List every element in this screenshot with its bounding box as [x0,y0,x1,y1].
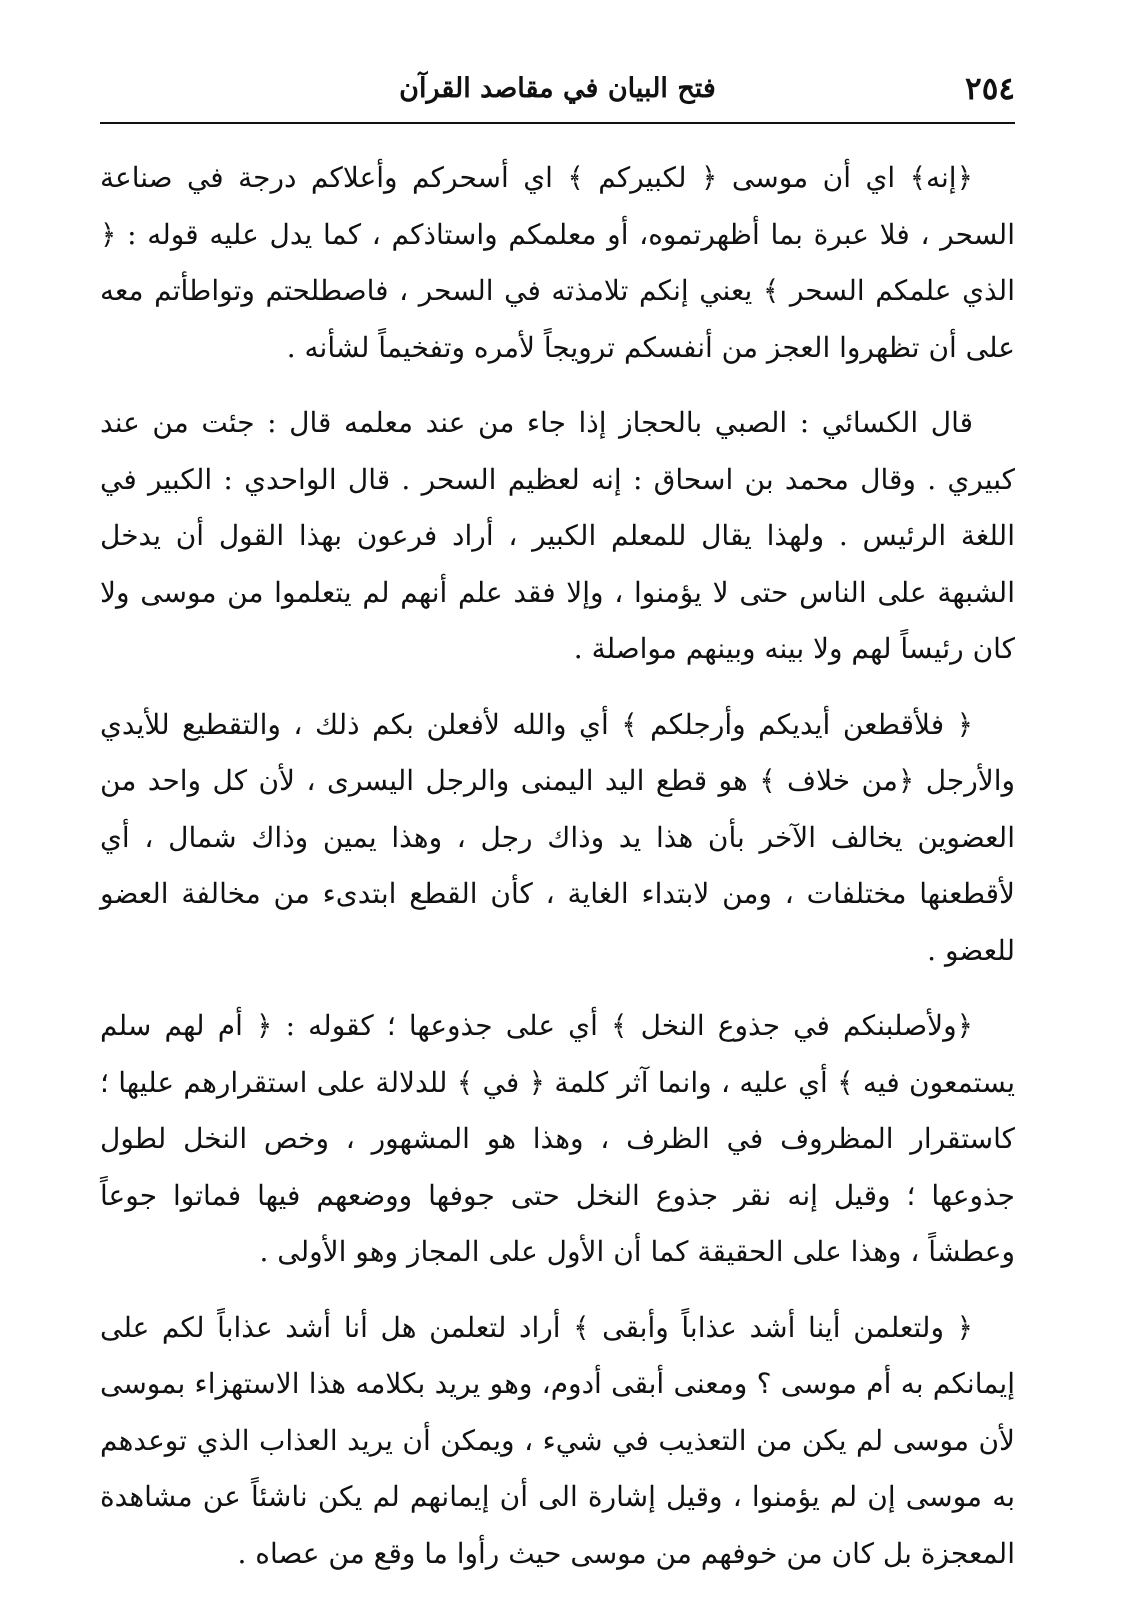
running-title: فتح البيان في مقاصد القرآن [399,73,716,104]
paragraph-2: قال الكسائي : الصبي بالحجاز إذا جاء من عند معلمه قال : جئت من عند كبيري . وقال محمد بن اسحاق : إنه لعظيم السحر . قال الواحدي : الكبير في اللغة الرئيس . ولهذا يقال للمعلم الكبير ، أراد فرعون بهذا القول أن يدخل الشبهة على الناس حتى لا يؤمنوا ، وإلا فقد علم أنهم لم يتعلموا من موسى ولا كان رئيساً لهم ولا بينه وبينهم مواصلة . [100,406,1015,665]
paragraph-4: ﴿ولأصلبنكم في جذوع النخل ﴾ أي على جذوعها ؛ كقوله : ﴿ أم لهم سلم يستمعون فيه ﴾ أي عليه ، وانما آثر كلمة ﴿ في ﴾ للدلالة على استقرارهم عليها ؛ كاستقرار المظروف في الظرف ، وهذا هو المشهور ، وخص النخل لطول جذوعها ؛ وقيل إنه نقر جذوع النخل حتى جوفها ووضعهم فيها فماتوا جوعاً وعطشاً ، وهذا على الحقيقة كما أن الأول على المجاز وهو الأولى . [100,1009,1015,1268]
header-divider [100,122,1015,124]
paragraph-3: ﴿ فلأقطعن أيديكم وأرجلكم ﴾ أي والله لأفعلن بكم ذلك ، والتقطيع للأيدي والأرجل ﴿من خلاف ﴾ هو قطع اليد اليمنى والرجل اليسرى ، لأن كل واحد من العضوين يخالف الآخر بأن هذا يد وذاك رجل ، وهذا يمين وذاك شمال ، أي لأقطعنها مختلفات ، ومن لابتداء الغاية ، كأن القطع ابتدىء من مخالفة العضو للعضو . [100,707,1015,967]
page-number: ٢٥٤ [965,71,1015,107]
page-header [100,66,1015,124]
paragraph-1: ﴿إنه﴾ اي أن موسى ﴿ لكبيركم ﴾ اي أسحركم وأعلاكم درجة في صناعة السحر ، فلا عبرة بما أظهرتموه، أو معلمكم واستاذكم ، كما يدل عليه قوله : ﴿ الذي علمكم السحر ﴾ يعني إنكم تلامذته في السحر ، فاصطلحتم وتواطأتم معه على أن تظهروا العجز من أنفسكم ترويجاً لأمره وتفخيماً لشأنه . [100,161,1015,364]
page-body [100,150,1015,1601]
paragraph-5: ﴿ ولتعلمن أينا أشد عذاباً وأبقى ﴾ أراد لتعلمن هل أنا أشد عذاباً لكم على إيمانكم به أم موسى ؟ ومعنى أبقى أدوم، وهو يريد بكلامه هذا الاستهزاء بموسى لأن موسى لم يكن من التعذيب في شيء ، ويمكن أن يريد العذاب الذي توعدهم به موسى إن لم يؤمنوا ، وقيل إشارة الى أن إيمانهم لم يكن ناشئاً عن مشاهدة المعجزة بل كان من خوفهم من موسى حيث رأوا ما وقع من عصاه . [100,1310,1015,1570]
